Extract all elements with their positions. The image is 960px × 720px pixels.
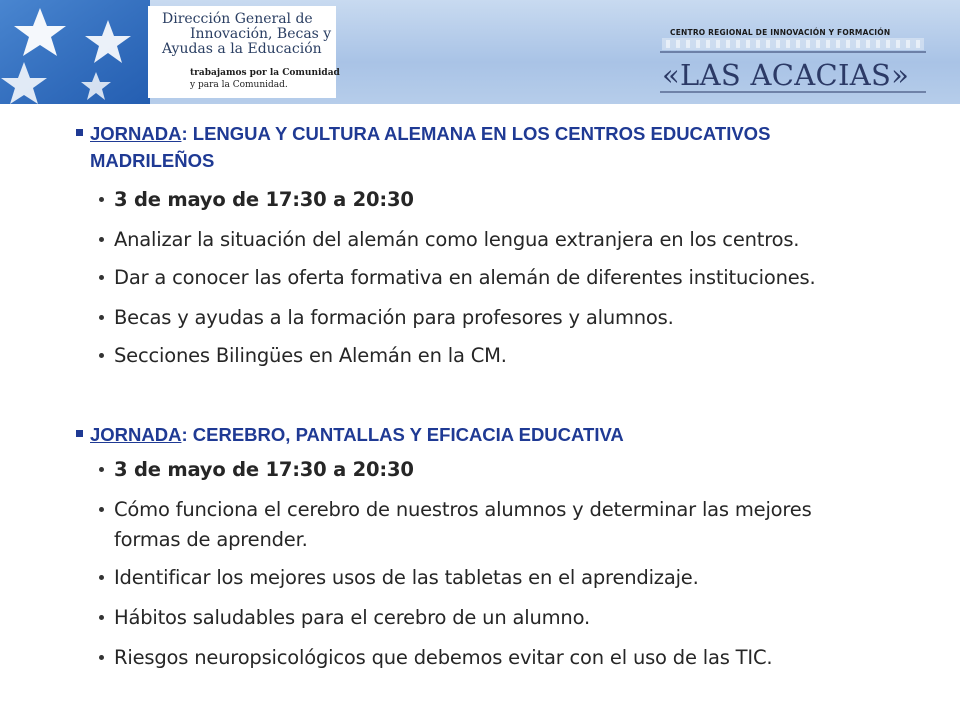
list-item-continuation: formas de aprender. — [114, 528, 308, 551]
logo-line-2: Innovación, Becas y — [190, 26, 332, 42]
section-square-bullet-icon — [76, 129, 83, 136]
jornada-link[interactable]: JORNADA — [90, 123, 182, 144]
bullet-icon — [99, 655, 104, 660]
bullet-icon — [99, 315, 104, 320]
bullet-icon — [99, 507, 104, 512]
bullet-icon — [99, 275, 104, 280]
logo-line-3: Ayudas a la Educación — [162, 41, 322, 57]
list-item: 3 de mayo de 17:30 a 20:30 — [114, 458, 414, 481]
section-title-2 — [90, 421, 910, 448]
list-item: Riesgos neuropsicológicos que debemos evitar con el uso de las TIC. — [114, 646, 773, 669]
list-item: Hábitos saludables para el cerebro de un alumno. — [114, 606, 590, 629]
bullet-icon — [99, 197, 104, 202]
section-title-text: : LENGUA Y CULTURA ALEMANA EN LOS CENTROS EDUCATIVOS — [181, 123, 771, 144]
logo-tagline-2: y para la Comunidad. — [190, 80, 288, 90]
list-item: 3 de mayo de 17:30 a 20:30 — [114, 188, 414, 211]
logo-line-1: Dirección General de — [162, 11, 313, 27]
list-item: Secciones Bilingües en Alemán en la CM. — [114, 344, 507, 367]
acacias-title: «LAS ACACIAS» — [662, 58, 910, 92]
list-item: Analizar la situación del alemán como lengua extranjera en los centros. — [114, 228, 800, 251]
list-item: Identificar los mejores usos de las tabletas en el aprendizaje. — [114, 566, 699, 589]
bullet-icon — [99, 237, 104, 242]
list-item: Dar a conocer las oferta formativa en alemán de diferentes instituciones. — [114, 266, 816, 289]
bullet-icon — [99, 575, 104, 580]
section-title-line2: MADRILEÑOS — [90, 150, 215, 171]
section-square-bullet-icon — [76, 430, 83, 437]
list-item: Cómo funciona el cerebro de nuestros alumnos y determinar las mejores — [114, 498, 812, 521]
bullet-icon — [99, 353, 104, 358]
jornada-link[interactable]: JORNADA — [90, 424, 182, 445]
acacias-subtitle: CENTRO REGIONAL DE INNOVACIÓN Y FORMACIÓN — [670, 28, 891, 37]
section-title-1 — [90, 120, 910, 174]
section-title-text: : CEREBRO, PANTALLAS Y EFICACIA EDUCATIVA — [181, 424, 624, 445]
bullet-icon — [99, 615, 104, 620]
list-item: Becas y ayudas a la formación para profesores y alumnos. — [114, 306, 674, 329]
logo-tagline-1: trabajamos por la Comunidad — [190, 68, 340, 78]
bullet-icon — [99, 467, 104, 472]
